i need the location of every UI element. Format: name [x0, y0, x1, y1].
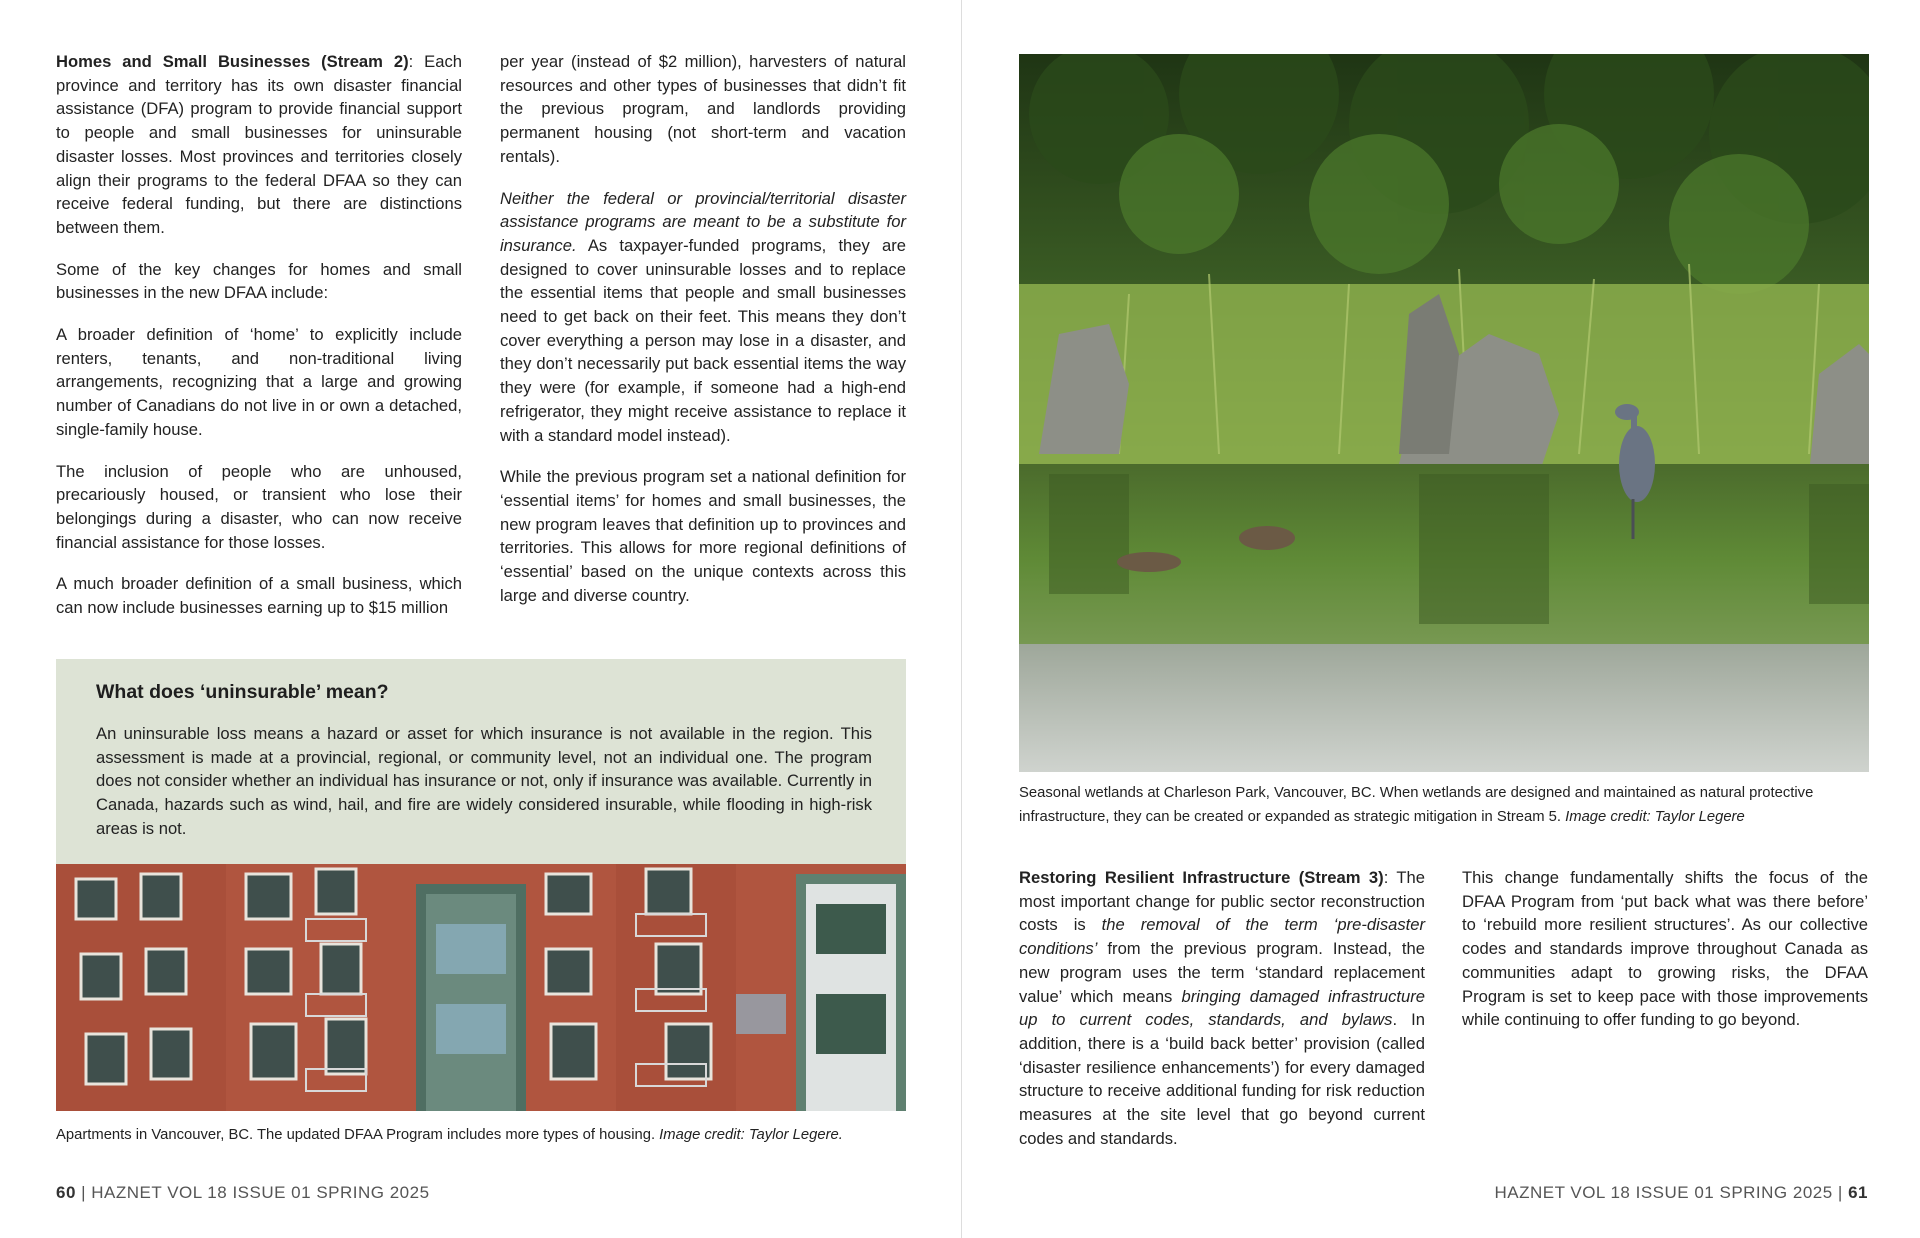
paragraph: This change fundamentally shifts the focus of the DFAA Program from ‘put back what was there before’ to ‘rebuild more resilient structures’. As our collective codes and standards improve throughout Canada as communities adapt to growing risks, the DFAA Program is set to keep pace with those improvements while continuing to offer funding to go beyond.: [1462, 868, 1868, 1030]
page-gutter: [961, 0, 962, 1238]
right-folio: HAZNET VOL 18 ISSUE 01 SPRING 2025 | 61: [1494, 1183, 1868, 1202]
apartments-photo: [56, 864, 906, 1111]
left-column-2: [500, 50, 906, 625]
paragraph: Some of the key changes for homes and small businesses in the new DFAA include:: [56, 259, 462, 303]
right-column-1: [1019, 866, 1425, 1168]
page-number: 61: [1848, 1183, 1868, 1202]
page-number: 60: [56, 1183, 76, 1202]
stream-3-heading: Restoring Resilient Infrastructure (Stream 3): [1019, 868, 1384, 887]
left-folio: 60 | HAZNET VOL 18 ISSUE 01 SPRING 2025: [56, 1183, 430, 1202]
paragraph: While the previous program set a national definition for ‘essential items’ for homes and small businesses, the new program leaves that definition up to provinces and territories. This allows for more regional definitions of ‘essential’ based on the unique contexts across this large and diverse country.: [500, 467, 906, 605]
paragraph: A much broader definition of a small business, which can now include businesses earning up to $15 million: [56, 574, 462, 618]
apartments-caption: Apartments in Vancouver, BC. The updated DFAA Program includes more types of housing. Image credit: Taylor Legere.: [56, 1127, 843, 1143]
callout-body: An uninsurable loss means a hazard or asset for which insurance is not available in the region. This assessment is made at a provincial, regional, or community level, not an individual one. The program does not consider whether an individual has insurance or not, only if insurance was available. Currently in Canada, hazards such as wind, hail, and fire are widely considered insurable, while flooding in high-risk areas is not.: [96, 724, 872, 838]
paragraph: A broader definition of ‘home’ to explicitly include renters, tenants, and non-traditional living arrangements, recognizing that a large and growing number of Canadians do not live in or own a detached, single-family house.: [56, 325, 462, 439]
wetlands-caption: Seasonal wetlands at Charleson Park, Vancouver, BC. When wetlands are designed and maintained as natural protective infrastructure, they can be created or expanded as strategic mitigation in Stream 5. Image credit: Taylor Legere: [1019, 785, 1814, 825]
paragraph: per year (instead of $2 million), harvesters of natural resources and other types of businesses that didn’t fit the previous program, and landlords providing permanent housing (not short-term and vacation rentals).: [500, 52, 906, 166]
wetlands-photo: [1019, 54, 1869, 772]
image-credit: Image credit: Taylor Legere: [1565, 809, 1745, 825]
image-credit: Image credit: Taylor Legere.: [659, 1127, 843, 1143]
uninsurable-callout-box: [56, 659, 906, 864]
left-column-1: [56, 50, 462, 638]
paragraph: The inclusion of people who are unhoused, precariously housed, or transient who lose their belongings during a disaster, who can now receive financial assistance for those losses.: [56, 461, 462, 552]
callout-title: What does ‘uninsurable’ mean?: [96, 681, 389, 703]
paragraph-stream-2: Homes and Small Businesses (Stream 2): Each province and territory has its own disaster financial assistance (DFA) program to provide financial support to people and small businesses for uninsurable disaster losses. Most provinces and territories closely align their programs to the federal DFAA so they can receive federal funding, but there are distinctions between them.: [56, 52, 463, 237]
stream-2-heading: Homes and Small Businesses (Stream 2): [56, 52, 409, 71]
paragraph-insurance: Neither the federal or provincial/territorial disaster assistance programs are meant to be a substitute for insurance. As taxpayer-funded programs, they are designed to cover uninsurable losses and to replace the essential items that people and small businesses need to get back on their feet. This means they don’t cover everything a person may lose in a disaster, and they don’t necessarily put back essential items the way they were (for example, if someone had a high-end refrigerator, they might receive assistance to replace it with a standard model instead).: [500, 188, 906, 445]
right-column-2: [1462, 866, 1868, 1050]
paragraph-stream-3: Restoring Resilient Infrastructure (Stream 3): The most important change for public sector reconstruction costs is the removal of the term ‘pre-disaster conditions’ from the previous program. Instead, the new program uses the term ‘standard replacement value’ which means bringing damaged infrastructure up to current codes, standards, and bylaws. In addition, there is a ‘build back better’ provision (called ‘disaster resilience enhancements’) for every damaged structure to receive additional funding for risk reduction measures at the site level that go beyond current codes and standards.: [1019, 868, 1426, 1148]
